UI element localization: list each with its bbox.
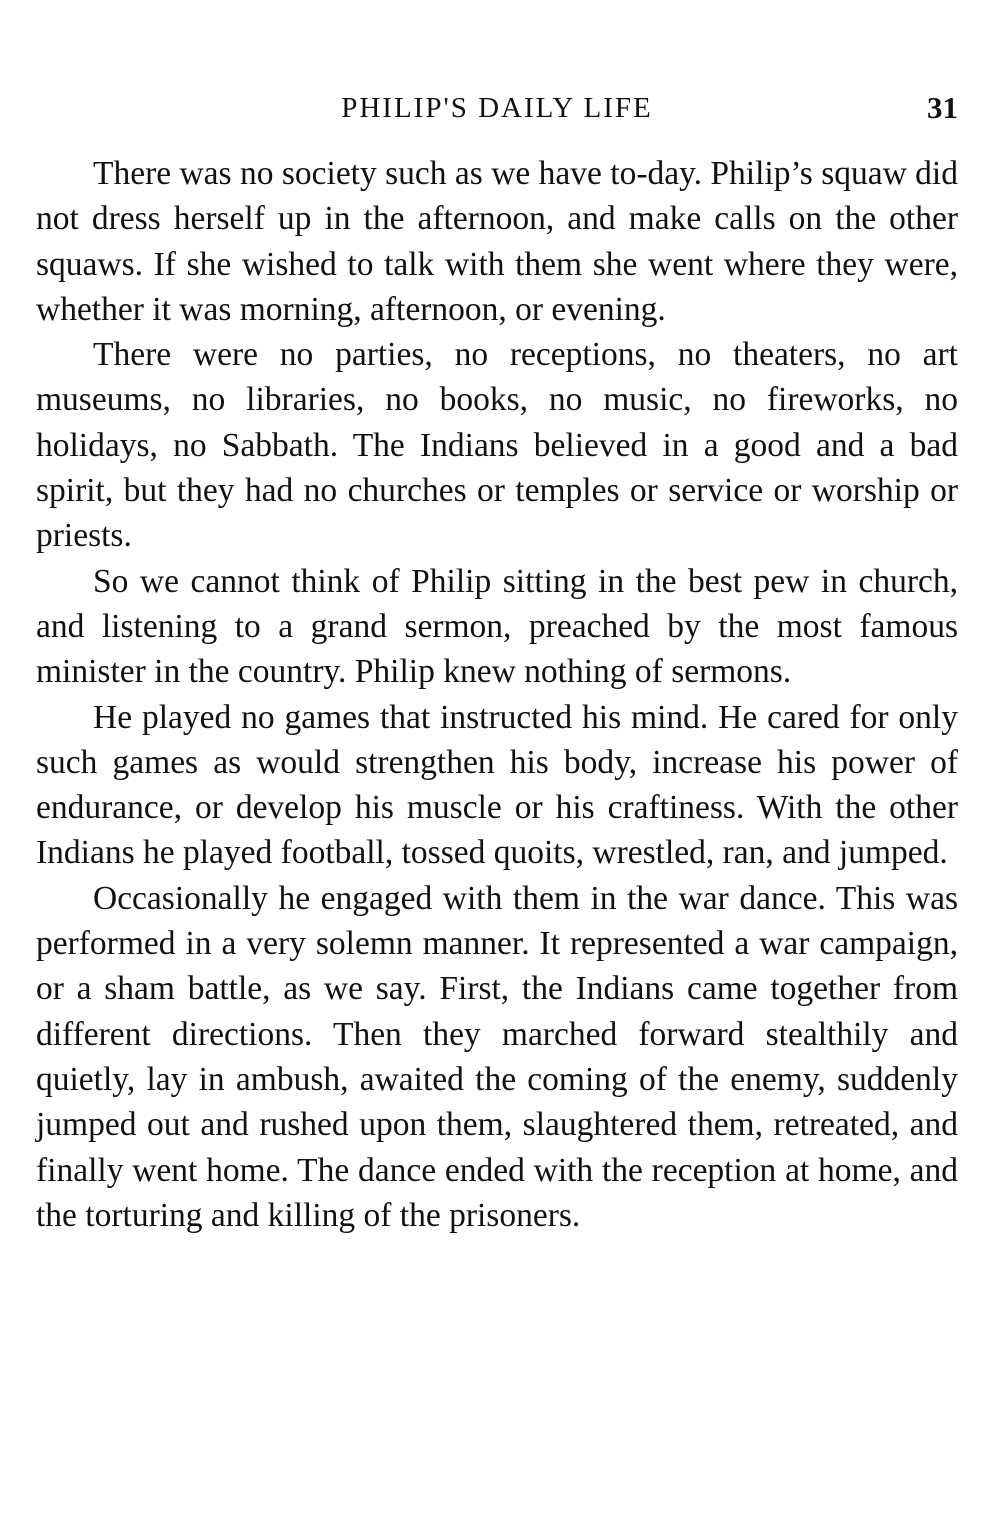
- page-number: 31: [927, 90, 958, 125]
- paragraph: Occasionally he engaged with them in the war dance. This was performed in a very solemn manner. It represented a war campaign, or a sham battle, as we say. First, the Indians came together from different directions. Then they marched forward stealthily and quietly, lay in ambush, awaited the coming of the enemy, suddenly jumped out and rushed upon them, slaughtered them, retreated, and finally went home. The dance ended with the reception at home, and the torturing and killing of the prisoners.: [36, 879, 958, 1234]
- paragraph: He played no games that instructed his mind. He cared for only such games as would strengthen his body, increase his power of endurance, or develop his muscle or his craftiness. With the other Indians he played football, tossed quoits, wrestled, ran, and jumped.: [36, 698, 958, 872]
- body-text: [36, 151, 958, 1238]
- paragraph: There was no society such as we have to-day. Philip’s squaw did not dress herself up in the afternoon, and make calls on the other squaws. If she wished to talk with them she went where they were, whether it was morning, afternoon, or evening.: [36, 155, 958, 328]
- paragraph: So we cannot think of Philip sitting in the best pew in church, and listening to a grand sermon, preached by the most famous minister in the country. Philip knew nothing of sermons.: [36, 562, 958, 691]
- page-header-title: PHILIP'S DAILY LIFE: [341, 92, 653, 124]
- paragraph: There were no parties, no receptions, no theaters, no art museums, no libraries, no books, no music, no fireworks, no holidays, no Sabbath. The Indians believed in a good and a bad spirit, but they had no churches or temples or service or worship or priests.: [36, 336, 958, 555]
- running-head: [36, 86, 958, 130]
